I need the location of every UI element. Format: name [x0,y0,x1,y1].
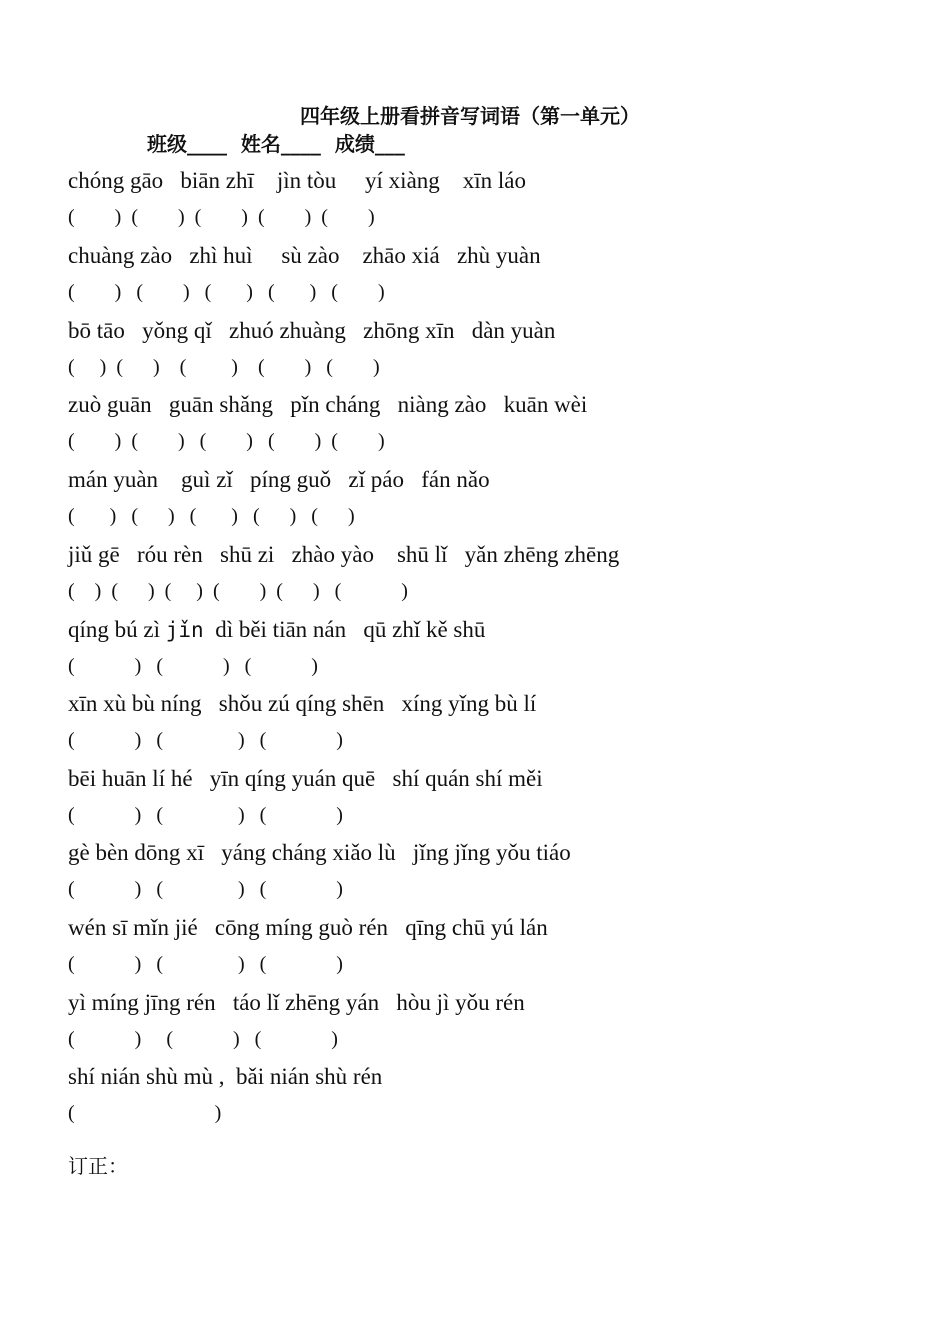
pinyin-row-9: bēi huān lí hé yīn qíng yuán quē shí quán shí měi [68,766,543,791]
correction-label: 订正： [68,1154,128,1178]
answer-brackets-row-4: ( ) ( ) ( ) ( ) ( ) [68,430,385,452]
answer-brackets-row-8: ( ) ( ) ( ) [68,729,343,751]
pinyin-row-13: shí nián shù mù , bǎi nián shù rén [68,1064,383,1089]
pinyin-segment-alt-font: jǐn [165,618,204,642]
pinyin-row-7 [68,617,485,643]
pinyin-row-8: xīn xù bù níng shǒu zú qíng shēn xíng yǐng bù lí [68,691,537,716]
answer-brackets-row-5: ( ) ( ) ( ) ( ) ( ) [68,505,355,527]
worksheet-title: 四年级上册看拼音写词语（第一单元） [300,104,640,128]
pinyin-row-4: zuò guān guān shǎng pǐn cháng niàng zào kuān wèi [68,392,588,417]
pinyin-row-11: wén sī mǐn jié cōng míng guò rén qīng chū yú lán [68,915,548,940]
answer-brackets-row-6: ( ) ( ) ( ) ( ) ( ) ( ) [68,580,408,602]
answer-brackets-row-2: ( ) ( ) ( ) ( ) ( ) [68,281,385,303]
pinyin-row-10: gè bèn dōng xī yáng cháng xiǎo lù jǐng jǐng yǒu tiáo [68,840,571,865]
student-info-line: 班级____ 姓名____ 成绩___ [147,132,405,156]
answer-brackets-row-12: ( ) ( ) ( ) [68,1028,338,1050]
pinyin-row-1: chóng gāo biān zhī jìn tòu yí xiàng xīn láo [68,168,527,193]
pinyin-row-6: jiǔ gē róu rèn shū zi zhào yào shū lǐ yǎn zhēng zhēng [68,542,620,567]
pinyin-segment: qíng bú zì [68,617,166,642]
answer-brackets-row-10: ( ) ( ) ( ) [68,878,343,900]
answer-brackets-row-9: ( ) ( ) ( ) [68,804,343,826]
pinyin-row-3: bō tāo yǒng qǐ zhuó zhuàng zhōng xīn dàn yuàn [68,318,556,343]
answer-brackets-row-1: ( ) ( ) ( ) ( ) ( ) [68,206,375,228]
answer-brackets-row-13: ( ) [68,1102,222,1124]
pinyin-row-2: chuàng zào zhì huì sù zào zhāo xiá zhù yuàn [68,243,541,268]
answer-brackets-row-3: ( ) ( ) ( ) ( ) ( ) [68,356,380,378]
pinyin-row-12: yì míng jīng rén táo lǐ zhēng yán hòu jì yǒu rén [68,990,525,1015]
pinyin-segment: dì běi tiān nán qū zhǐ kě shū [203,617,486,642]
pinyin-row-5: mán yuàn guì zǐ píng guǒ zǐ páo fán nǎo [68,467,490,492]
answer-brackets-row-7: ( ) ( ) ( ) [68,655,318,677]
answer-brackets-row-11: ( ) ( ) ( ) [68,953,343,975]
